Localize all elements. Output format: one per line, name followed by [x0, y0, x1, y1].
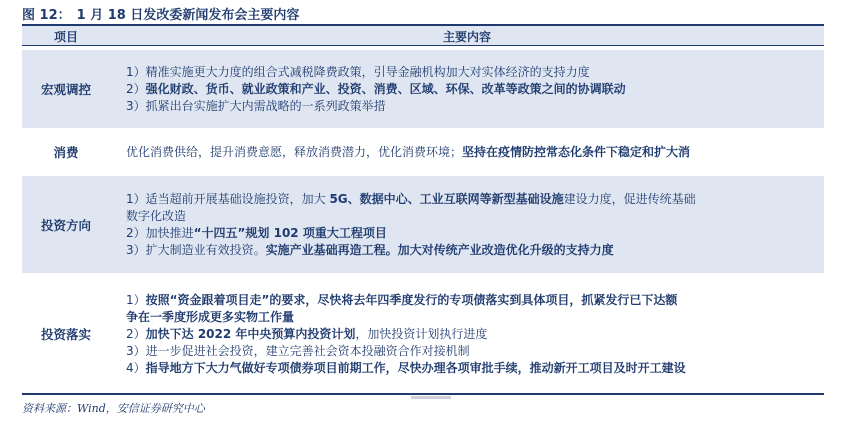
bold-span: 强化财政、货币、就业政策和产业、投资、消费、区域、环保、改革等政策之间的协调联动	[145, 81, 626, 96]
content-line: 1）精准实施更大力度的组合式减税降费政策，引导金融机构加大对实体经济的支持力度	[126, 64, 590, 79]
bold-span: 坚持在疫情防控常态化条件下稳定和扩大消	[462, 144, 691, 159]
figure-title	[22, 4, 299, 22]
content-line	[126, 292, 824, 309]
table-row-invest	[22, 176, 824, 273]
content-line	[126, 144, 824, 161]
text-span: 2）	[126, 81, 146, 96]
row-content	[126, 176, 824, 273]
figure-caption: 1 月 18 日发改委新闻发布会主要内容	[76, 8, 300, 23]
content-line	[126, 360, 824, 377]
row-label: 宏观调控	[40, 82, 91, 97]
bold-span: 加快下达 2022 年中央预算内投资计划	[145, 326, 356, 341]
text-span: 优化消费供给，提升消费意愿，释放消费潜力，优化消费环境；	[126, 144, 463, 159]
bold-span: “十四五”规划 102 项重大工程项目	[193, 225, 387, 240]
table-row-macro	[22, 50, 824, 128]
content-line: 争在一季度形成更多实物工作量	[126, 309, 295, 324]
content-line	[126, 326, 824, 343]
text-span: 2）	[126, 326, 146, 341]
bold-span: 5G、数据中心、工业互联网等新型基础设施	[329, 191, 564, 206]
row-content	[126, 283, 824, 385]
figure-number: 图 12：	[22, 8, 71, 23]
content-line	[126, 225, 824, 242]
text-span: 1）	[126, 292, 146, 307]
bold-span: 实施产业基础再造工程。加大对传统产业改造优化升级的支持力度	[265, 242, 614, 257]
table-header	[22, 24, 824, 46]
text-span: 1）适当超前开展基础设施投资，加大	[126, 191, 330, 206]
scroll-indicator[interactable]	[411, 396, 451, 399]
table-row-implement	[22, 283, 824, 385]
header-item: 项目	[53, 30, 78, 44]
text-span: 3）扩大制造业有效投资。	[126, 242, 266, 257]
row-label: 消费	[53, 145, 79, 160]
content-line: 3）抓紧出台实施扩大内需战略的一系列政策举措	[126, 98, 386, 113]
text-span: 4）	[126, 360, 146, 375]
bold-span: 按照“资金跟着项目走”的要求，尽快将去年四季度发行的专项债落实到具体项目，抓紧发行已下达额	[145, 292, 678, 307]
content-line: 3）进一步促进社会投资，建立完善社会资本投融资合作对接机制	[126, 343, 470, 358]
row-label: 投资方向	[40, 217, 91, 233]
row-content	[126, 134, 824, 170]
row-content	[126, 50, 824, 128]
content-line	[126, 242, 824, 259]
source-note: 资料来源：Wind，安信证券研究中心	[22, 402, 205, 415]
table-row-consume	[22, 134, 824, 170]
bottom-divider	[22, 393, 824, 395]
header-content: 主要内容	[442, 30, 491, 44]
bold-span: 指导地方下大力气做好专项债券项目前期工作，尽快办理各项审批手续，推动新开工项目及时开工建设	[145, 360, 686, 375]
content-line	[126, 81, 824, 98]
text-span: ，加快投资计划执行进度	[355, 326, 488, 341]
content-line	[126, 191, 824, 208]
content-line: 数字化改造	[126, 208, 187, 223]
text-span: 2）加快推进	[126, 225, 194, 240]
row-label: 投资落实	[40, 327, 91, 342]
text-span: 建设力度，促进传统基础	[563, 191, 696, 206]
